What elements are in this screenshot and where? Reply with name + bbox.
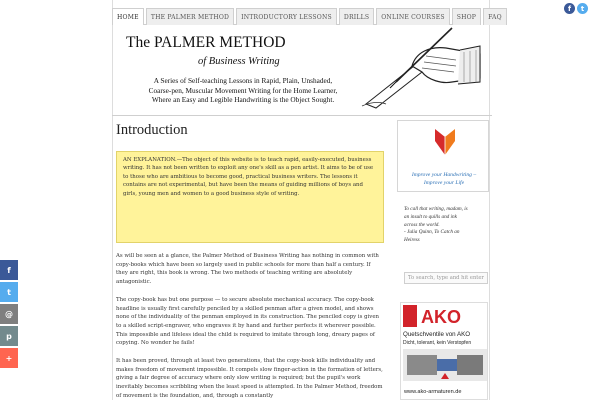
- share-bar: [0, 260, 18, 370]
- sidebar-promo-link[interactable]: [398, 171, 490, 187]
- explanation-callout: AN EXPLANATION.—The object of this website is to teach rapid, easily-executed, business writing. It has not been written to exploit any one's skill as a pen artist. It aims to be of use to those who are ambitious to become good, practical business writers. The lessons it contains are not experimental, but have been the means of guiding millions of boys and girls, young men and women to a good business style of writing.: [116, 151, 384, 243]
- nav-shop[interactable]: SHOP: [452, 8, 481, 25]
- sidebar-quote: [404, 206, 488, 245]
- promo-link-line: Improve your Life: [423, 180, 465, 186]
- quote-attribution: Heiress: [404, 237, 420, 244]
- more-share-icon[interactable]: +: [0, 348, 18, 368]
- body-paragraph: It has been proved, through at least two generations, that the copy-book kills individuality and makes freedom of movement impossible. It compels slow finger-action in the formation of letters, giving a fair degree of accuracy where only slow writing is required; but the pupil's work inevitably becomes scribbling when the least speed is attempted. In the Palmer Method, freedom of movement is the foundation, and, through a constantly: [116, 358, 383, 399]
- nav-faq[interactable]: FAQ: [483, 8, 507, 25]
- top-social-links: [564, 3, 588, 14]
- tagline-line: Coarse-pen, Muscular Movement Writing for the Home Learner,: [148, 85, 338, 95]
- twitter-share-icon[interactable]: t: [0, 282, 18, 302]
- site-tagline: [118, 76, 368, 105]
- body-paragraph: As will be seen at a glance, the Palmer Method of Business Writing has nothing in common with copy-books which have been so largely used in public schools for more than half a century. If they are right, this book is wrong. The two methods of teaching writing are absolutely antagonistic.: [116, 253, 379, 286]
- nav-palmer-method[interactable]: THE PALMER METHOD: [146, 8, 234, 25]
- ad-banner-graphic: [401, 303, 488, 400]
- nav-online-courses[interactable]: ONLINE COURSES: [376, 8, 449, 25]
- quote-line: an insult to quills and ink: [404, 213, 457, 220]
- main-content: [116, 122, 388, 400]
- email-share-icon[interactable]: @: [0, 304, 18, 324]
- quote-line: To call that writing, madam, is: [404, 206, 468, 212]
- tagline-line: Where an Easy and Legible Handwriting is the Object Sought.: [151, 95, 335, 105]
- search-input[interactable]: To search, type and hit enter: [404, 272, 488, 284]
- nav-home[interactable]: HOME: [112, 8, 144, 25]
- quote-attribution: - Julia Quinn, To Catch an: [404, 229, 460, 236]
- header-divider: [112, 115, 492, 116]
- site-header[interactable]: [118, 26, 486, 114]
- page-title: Introduction: [116, 122, 188, 138]
- tagline-line: A Series of Self-teaching Lessons in Rapid, Plain, Unshaded,: [153, 76, 333, 85]
- print-share-icon[interactable]: p: [0, 326, 18, 346]
- sidebar-ad[interactable]: [400, 302, 488, 400]
- quote-line: across the world.: [404, 221, 440, 228]
- promo-link-line: Improve your Handwriting –: [411, 172, 477, 178]
- twitter-icon[interactable]: t: [577, 3, 588, 14]
- nav-drills[interactable]: DRILLS: [339, 8, 374, 25]
- pen-nib-logo-icon: [433, 127, 457, 157]
- sidebar-promo[interactable]: [397, 120, 489, 192]
- writing-hand-illustration: [356, 26, 484, 110]
- facebook-share-icon[interactable]: f: [0, 260, 18, 280]
- facebook-icon[interactable]: f: [564, 3, 575, 14]
- nav-introductory-lessons[interactable]: INTRODUCTORY LESSONS: [236, 8, 337, 25]
- ad-line-2: Dicht, tolerant, kein Verstopfen: [403, 340, 472, 346]
- ad-line-1: Quetschventile von AKO: [403, 331, 471, 338]
- ad-url: www.ako-armaturen.de: [404, 389, 462, 395]
- main-nav: [112, 8, 502, 25]
- body-paragraph: The copy-book has but one purpose — to secure absolute mechanical accuracy. The copy-book headline is usually first carefully penciled by a skilled penman after a given model, and shows none of the individuality of the penman employed in its construction. The penciled copy is given to a skilled script-engraver, who engraves it by hand and further perfects it wherever possible. This impossible and lifeless ideal the child is required to imitate through long, dreary pages of copying. No wonder he fails!: [116, 296, 379, 347]
- site-subtitle: of Business Writing: [198, 56, 280, 67]
- ad-brand: AKO: [421, 307, 461, 327]
- site-title: The PALMER METHOD: [126, 34, 286, 51]
